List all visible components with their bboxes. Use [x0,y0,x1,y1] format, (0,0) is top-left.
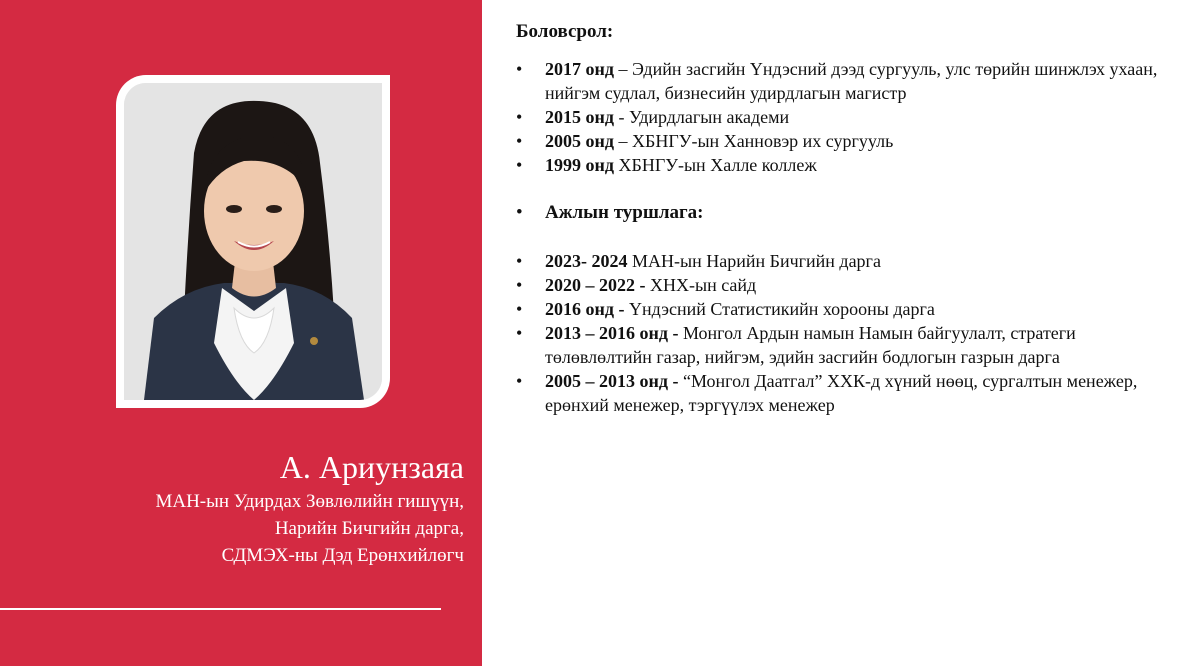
role-line: Нарийн Бичгийн дарга, [274,518,464,539]
item-year: 2016 онд - [545,299,625,319]
experience-item [516,369,1176,417]
item-text: ХБНГУ-ын Халле коллеж [613,155,817,175]
experience-item [516,249,1176,273]
education-item [516,105,1176,129]
item-text: – ХБНГУ-ын Ханновэр их сургууль [613,131,894,151]
item-year: 2015 онд [545,107,614,127]
item-year: 2023- 2024 [545,251,628,271]
experience-list [516,249,1176,417]
portrait-frame [116,75,390,408]
item-year: 2017 онд [545,59,614,79]
item-year: 2013 – 2016 онд - [545,323,679,343]
item-text: МАН-ын Нарийн Бичгийн дарга [627,251,881,271]
person-roles [24,488,464,569]
education-item [516,129,1176,153]
item-year: 2005 – 2013 онд - [545,371,679,391]
item-text: – Эдийн засгийн Үндэсний дээд сургууль, улс төрийн шинжлэх ухаан, нийгэм судлал, бизнесийн удирдлагын магистр [545,59,1158,103]
person-name: А. Ариунзаяа [279,449,464,485]
item-text: “Монгол Даатгал” ХХК-д хүний нөөц, сургалтын менежер, ерөнхий менежер, тэргүүлэх менежер [545,371,1138,415]
role-line: МАН-ын Удирдах Зөвлөлийн гишүүн, [155,491,464,512]
divider-line [0,608,441,610]
experience-heading: • Ажлын туршлага: [516,201,1176,225]
experience-item [516,297,1176,321]
item-text: Үндэсний Статистикийн хорооны дарга [624,299,935,319]
experience-item [516,321,1176,369]
item-year: 2020 – 2022 - [545,275,646,295]
role-line: СДМЭХ-ны Дэд Ерөнхийлөгч [221,545,464,566]
experience-heading-list [516,201,1176,225]
education-item [516,57,1176,105]
item-text: Монгол Ардын намын Намын байгуулалт, стратеги төлөвлөлтийн газар, нийгэм, эдийн засгийн бодлогын газрын дарга [545,323,1076,367]
education-item [516,153,1176,177]
experience-item [516,273,1176,297]
item-text: - Удирдлагын академи [613,107,790,127]
item-text: ХНХ-ын сайд [645,275,757,295]
biography-content [516,20,1176,417]
education-heading: Боловсрол: [516,21,614,42]
item-year: 2005 онд [545,131,614,151]
item-year: 1999 онд [545,155,614,175]
portrait-photo [124,83,382,400]
profile-panel [0,0,482,666]
portrait-illustration [124,83,382,400]
education-list [516,57,1176,177]
